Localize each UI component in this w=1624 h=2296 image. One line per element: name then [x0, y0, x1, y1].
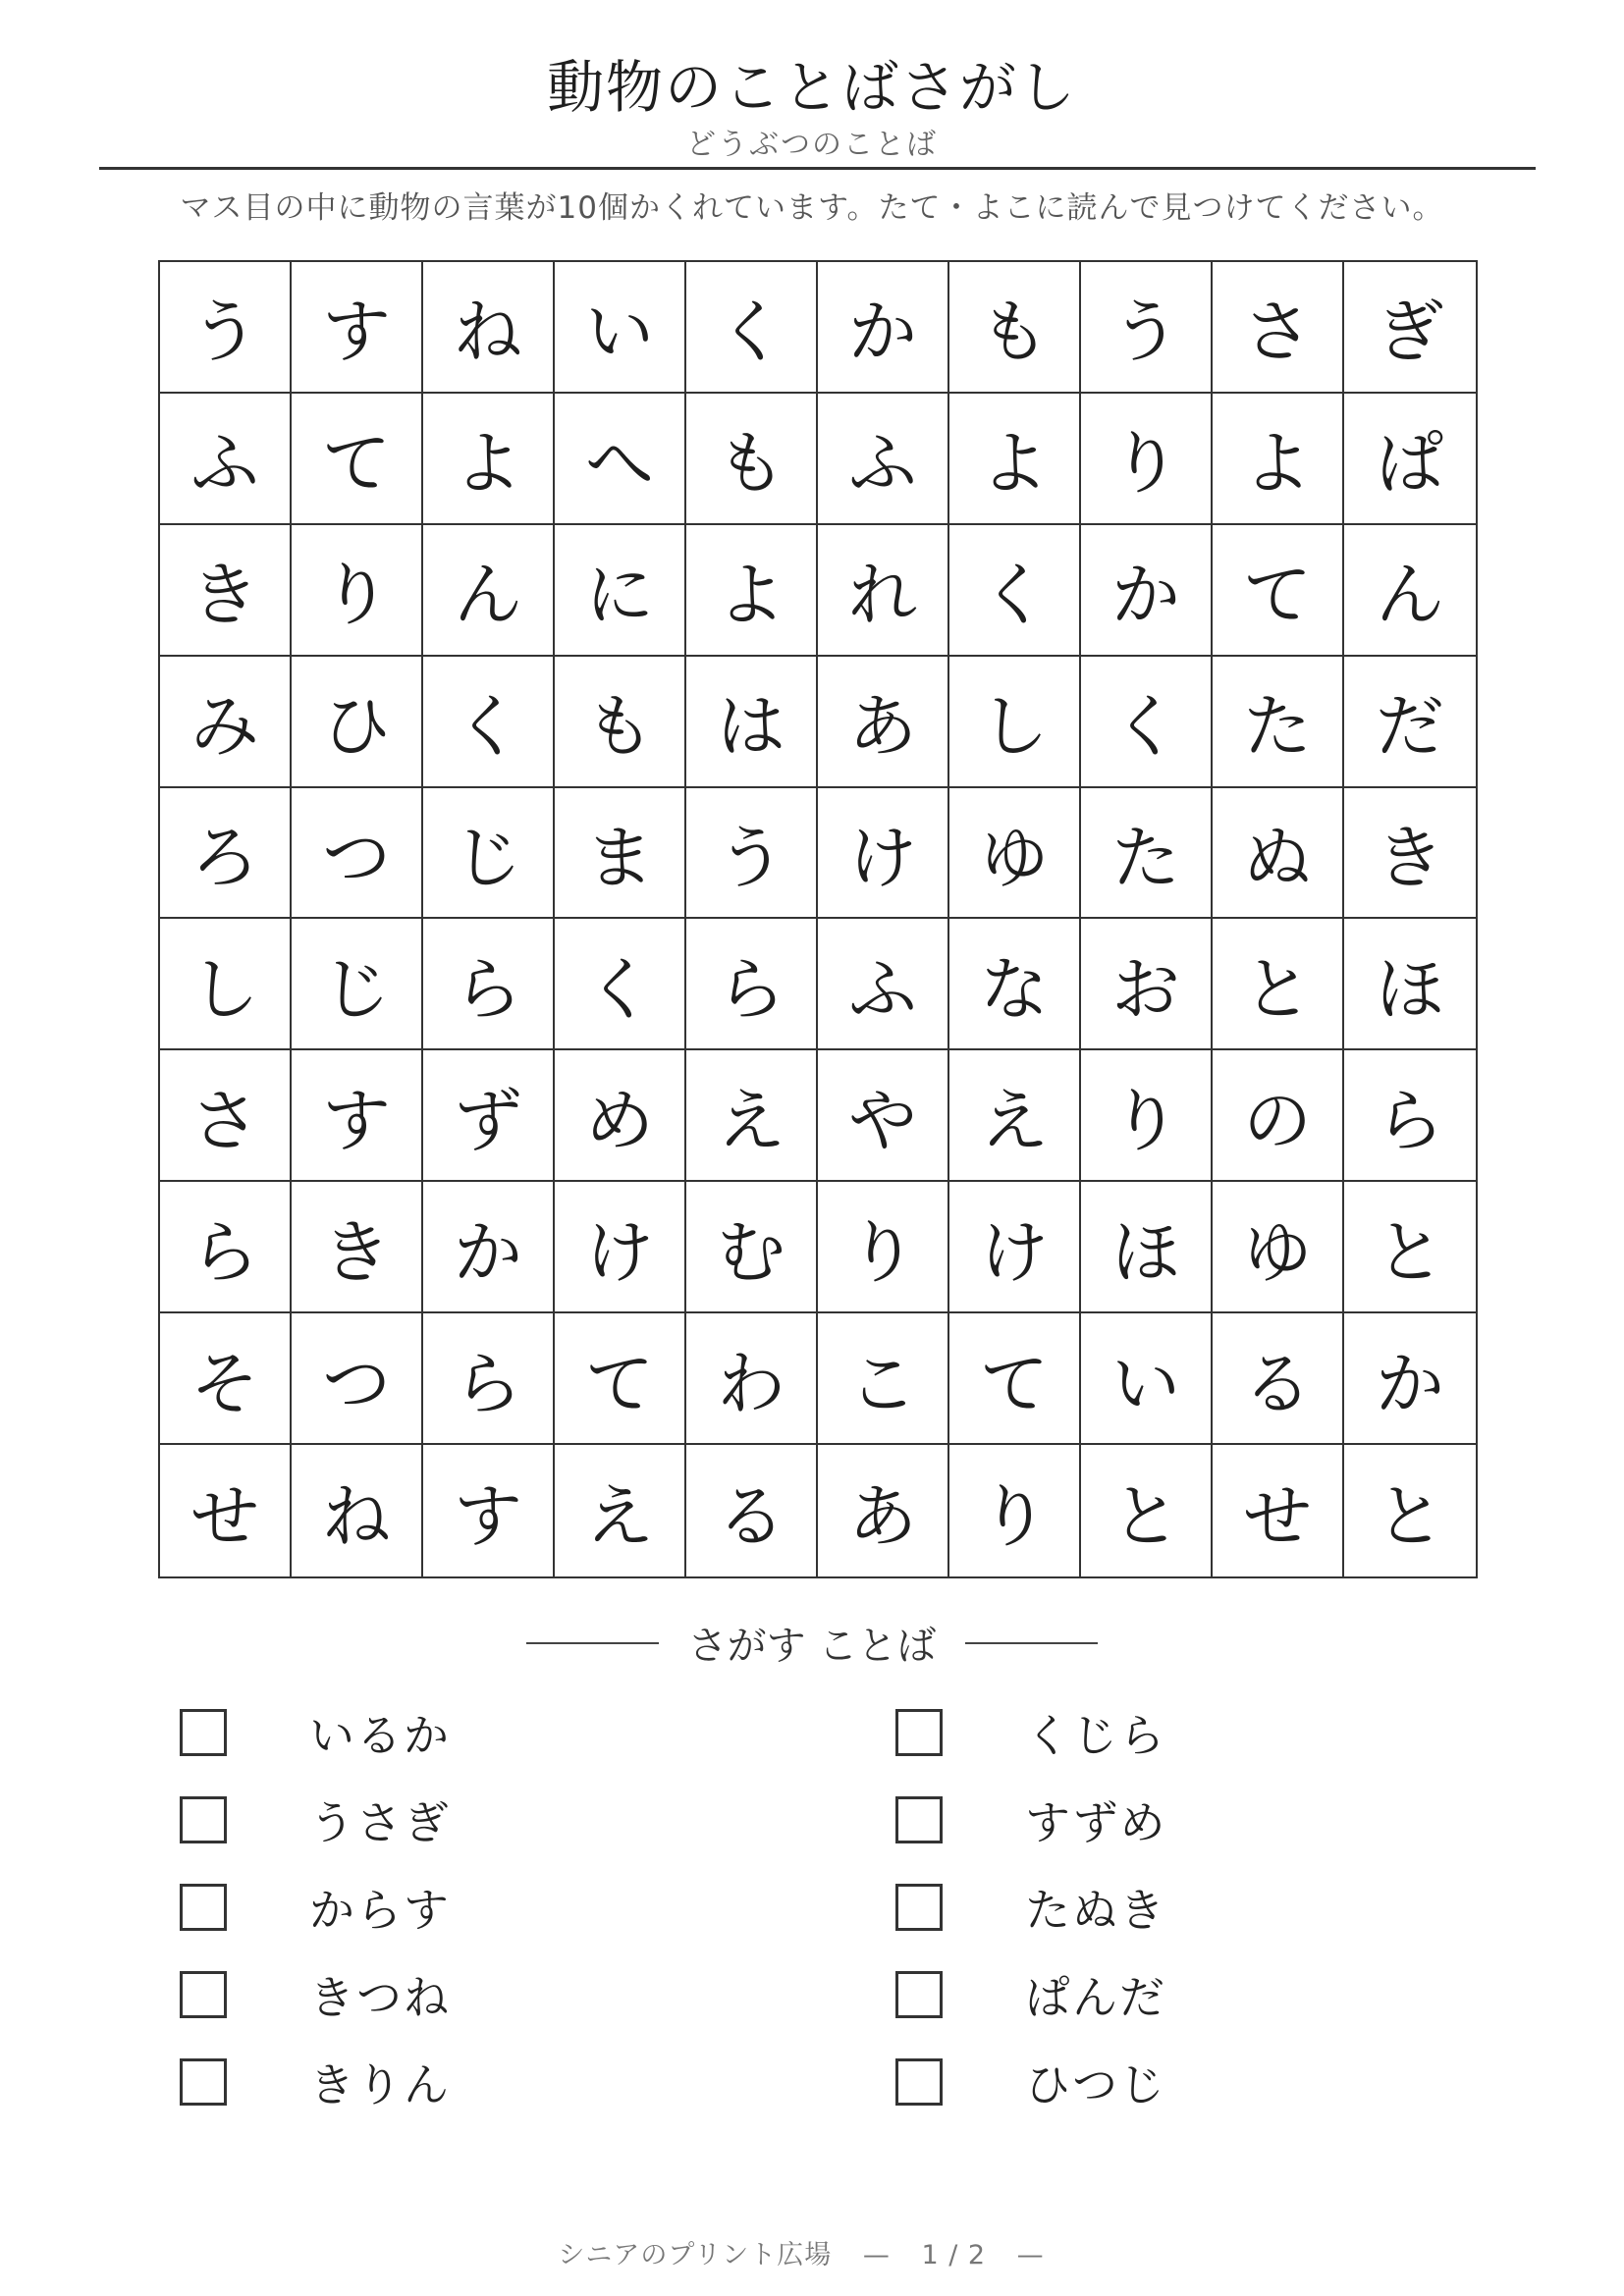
instructions: マス目の中に動物の言葉が10個かくれています。たて・よこに読んで見つけてください。 — [180, 190, 1444, 226]
grid-cell: る — [686, 1445, 818, 1576]
word-label: くじら — [1025, 1709, 1166, 1762]
grid-cell: あ — [818, 657, 949, 788]
grid-cell: く — [555, 919, 686, 1050]
grid-cell: れ — [818, 525, 949, 657]
grid-cell: ひ — [292, 657, 423, 788]
grid-cell: わ — [686, 1313, 818, 1445]
grid-cell: ら — [423, 919, 555, 1050]
grid-cell: か — [423, 1182, 555, 1313]
grid-cell: も — [949, 262, 1081, 394]
grid-cell: よ — [423, 394, 555, 525]
grid-cell: ず — [423, 1050, 555, 1182]
grid-cell: よ — [1213, 394, 1344, 525]
grid-cell: ゆ — [1213, 1182, 1344, 1313]
word-item — [895, 1965, 1166, 2024]
grid-cell: け — [818, 788, 949, 920]
word-label: すずめ — [1025, 1796, 1167, 1849]
grid-cell: け — [555, 1182, 686, 1313]
grid-cell: え — [555, 1445, 686, 1576]
page-title: 動物のことばさがし — [546, 54, 1077, 121]
grid-cell: と — [1376, 1475, 1444, 1557]
word-checkbox[interactable] — [180, 1884, 227, 1931]
grid-cell: る — [1213, 1313, 1344, 1445]
grid-cell: へ — [555, 394, 686, 525]
grid-cell: り — [818, 1182, 949, 1313]
word-label: ひつじ — [1025, 2058, 1166, 2111]
word-checkbox[interactable] — [895, 2058, 943, 2106]
grid-cell: と — [1213, 919, 1344, 1050]
grid-cell: ふ — [818, 919, 949, 1050]
grid-cell: ね — [292, 1445, 423, 1576]
word-checkbox[interactable] — [180, 1971, 227, 2018]
grid-cell: ろ — [160, 788, 292, 920]
grid-cell: め — [555, 1050, 686, 1182]
grid-cell: じ — [292, 919, 423, 1050]
grid-cell: て — [292, 394, 423, 525]
word-checkbox[interactable] — [895, 1709, 943, 1756]
word-checkbox[interactable] — [180, 2058, 227, 2106]
grid-cell: の — [1213, 1050, 1344, 1182]
word-item — [180, 1965, 451, 2024]
grid-cell: ほ — [1344, 919, 1476, 1050]
word-label: きつね — [309, 1971, 451, 2024]
word-label: からす — [309, 1884, 451, 1937]
page-number: 1 / 2 — [921, 2240, 987, 2270]
grid-cell: じ — [423, 788, 555, 920]
grid-cell: よ — [949, 394, 1081, 525]
word-item — [180, 1878, 451, 1937]
grid-cell: ね — [423, 262, 555, 394]
grid-cell: す — [423, 1445, 555, 1576]
word-item — [895, 2053, 1166, 2111]
grid-cell: か — [818, 262, 949, 394]
word-checkbox[interactable] — [180, 1709, 227, 1756]
grid-cell: り — [292, 525, 423, 657]
grid-cell: し — [949, 657, 1081, 788]
grid-cell: き — [160, 525, 292, 657]
grid-cell: も — [555, 657, 686, 788]
grid-cell: け — [949, 1182, 1081, 1313]
grid-cell: も — [686, 394, 818, 525]
grid-cell: た — [1081, 788, 1213, 920]
grid-cell: ら — [423, 1313, 555, 1445]
grid-cell: き — [292, 1182, 423, 1313]
grid-cell: ま — [555, 788, 686, 920]
word-item — [180, 2053, 451, 2111]
grid-cell: ふ — [160, 394, 292, 525]
grid-cell: つ — [292, 1313, 423, 1445]
word-label: きりん — [309, 2058, 451, 2111]
grid-cell: り — [949, 1445, 1081, 1576]
grid-cell: く — [1081, 657, 1213, 788]
grid-cell: み — [160, 657, 292, 788]
word-checkbox[interactable] — [180, 1796, 227, 1843]
grid-cell: ん — [1344, 525, 1476, 657]
grid-cell: た — [1213, 657, 1344, 788]
footer-dash: — — [1016, 2240, 1045, 2270]
grid-cell: か — [1081, 525, 1213, 657]
word-list-heading — [0, 1615, 1624, 1671]
grid-cell: え — [949, 1050, 1081, 1182]
word-item — [895, 1703, 1166, 1762]
grid-cell: く — [686, 262, 818, 394]
footer-dash: — — [862, 2240, 891, 2270]
word-label: うさぎ — [309, 1796, 451, 1849]
grid-cell: ら — [1344, 1050, 1476, 1182]
grid-cell: お — [1081, 919, 1213, 1050]
grid-cell: む — [686, 1182, 818, 1313]
grid-cell: り — [1081, 394, 1213, 525]
grid-cell: ら — [686, 919, 818, 1050]
grid-cell: て — [555, 1313, 686, 1445]
word-checkbox[interactable] — [895, 1884, 943, 1931]
grid-cell: い — [555, 262, 686, 394]
grid-cell: く — [949, 525, 1081, 657]
grid-cell: せ — [160, 1445, 292, 1576]
grid-cell: ぎ — [1344, 262, 1476, 394]
grid-cell: せ — [1213, 1445, 1344, 1576]
grid-cell: き — [1344, 788, 1476, 920]
grid-cell: か — [1344, 1313, 1476, 1445]
grid-cell: と — [1344, 1182, 1476, 1313]
grid-cell: や — [818, 1050, 949, 1182]
word-checkbox[interactable] — [895, 1971, 943, 2018]
grid-cell: す — [292, 262, 423, 394]
grid-cell: ゆ — [949, 788, 1081, 920]
grid-cell: と — [1081, 1445, 1213, 1576]
grid-cell: く — [423, 657, 555, 788]
grid-cell: う — [160, 262, 292, 394]
grid-cell: す — [292, 1050, 423, 1182]
grid-cell: り — [1081, 1050, 1213, 1182]
grid-cell: は — [686, 657, 818, 788]
heading-line-left — [526, 1642, 659, 1644]
word-checkbox[interactable] — [895, 1796, 943, 1843]
word-label: ぱんだ — [1025, 1971, 1166, 2024]
grid-cell: ぬ — [1213, 788, 1344, 920]
page-subtitle: どうぶつのことば — [686, 128, 938, 162]
grid-cell: し — [160, 919, 292, 1050]
footer-site-name: シニアのプリント広場 — [558, 2240, 833, 2270]
grid-cell: て — [949, 1313, 1081, 1445]
word-item — [895, 1878, 1166, 1937]
footer — [0, 2233, 1624, 2271]
grid-cell: さ — [160, 1050, 292, 1182]
heading-line-right — [965, 1642, 1098, 1644]
grid-cell: ら — [160, 1182, 292, 1313]
grid-cell: だ — [1344, 657, 1476, 788]
grid-cell: よ — [686, 525, 818, 657]
grid-cell: う — [1081, 262, 1213, 394]
word-label: いるか — [309, 1709, 451, 1762]
title-divider — [99, 167, 1536, 170]
grid-cell: え — [686, 1050, 818, 1182]
grid-cell: い — [1081, 1313, 1213, 1445]
grid-cell: ん — [423, 525, 555, 657]
grid-cell: ぱ — [1344, 394, 1476, 525]
word-list-heading-label: さがす ことば — [687, 1624, 937, 1669]
grid-cell: な — [949, 919, 1081, 1050]
word-label: たぬき — [1025, 1884, 1166, 1937]
letter-grid — [158, 260, 1478, 1578]
grid-cell: そ — [160, 1313, 292, 1445]
grid-cell: う — [686, 788, 818, 920]
grid-cell: つ — [292, 788, 423, 920]
grid-cell: に — [555, 525, 686, 657]
word-item — [180, 1790, 451, 1849]
grid-cell: さ — [1213, 262, 1344, 394]
grid-cell: ふ — [818, 394, 949, 525]
grid-cell: て — [1213, 525, 1344, 657]
grid-cell: あ — [818, 1445, 949, 1576]
word-item — [895, 1790, 1166, 1849]
grid-cell: こ — [818, 1313, 949, 1445]
grid-cell: ほ — [1081, 1182, 1213, 1313]
word-item — [180, 1703, 451, 1762]
